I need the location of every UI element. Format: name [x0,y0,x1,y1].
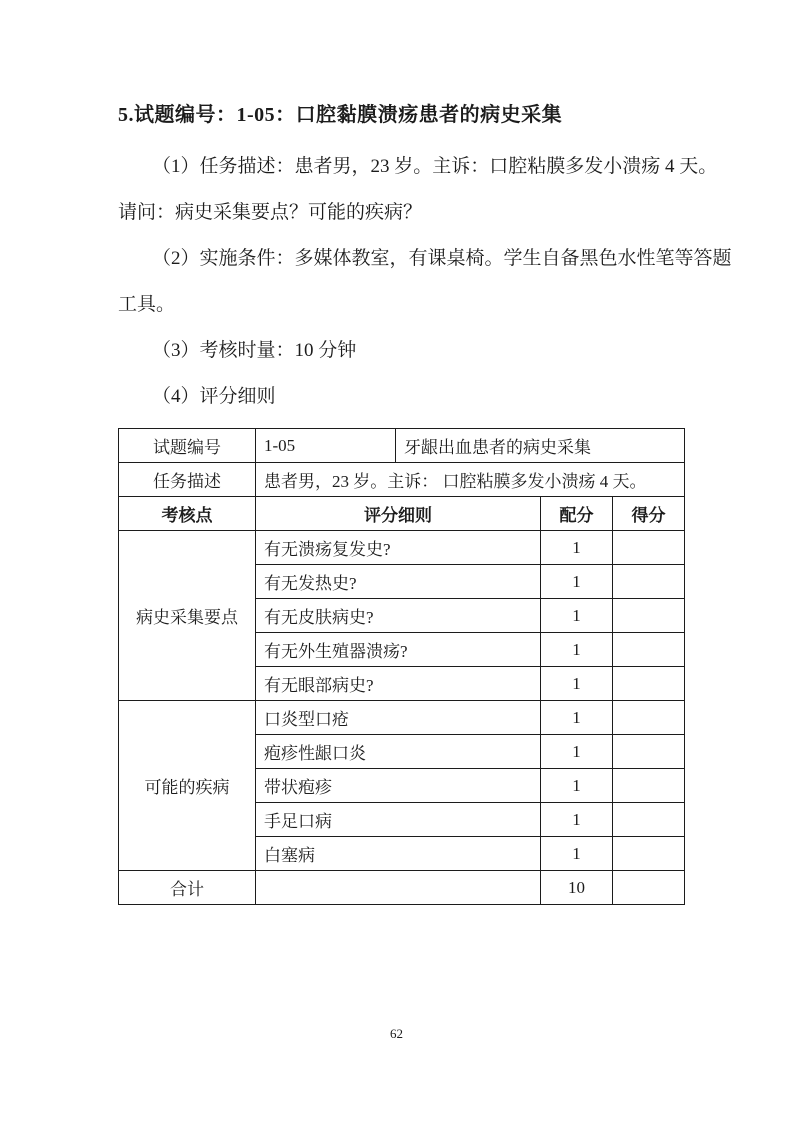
page-number: 62 [390,1026,403,1041]
table-row-task-desc [119,463,685,497]
criterion-obtained [613,735,685,769]
criterion-points: 1 [541,735,613,769]
criterion-points: 1 [541,599,613,633]
paragraph-duration: （3）考核时量：10 分钟 [152,340,357,361]
total-label: 合计 [119,871,256,905]
total-points: 10 [541,871,613,905]
criterion-text: 手足口病 [256,803,541,837]
header-score: 得分 [613,497,685,531]
criterion-text: 有无眼部病史? [256,667,541,701]
criterion-points: 1 [541,837,613,871]
paragraph-conditions-line2: 工具。 [118,294,176,315]
table-header-row [119,497,685,531]
paragraph-rubric-label: （4）评分细则 [152,386,276,407]
criterion-text: 有无皮肤病史? [256,599,541,633]
criterion-text: 有无溃疡复发史? [256,531,541,565]
criterion-text: 口炎型口疮 [256,701,541,735]
criterion-obtained [613,667,685,701]
criterion-obtained [613,837,685,871]
criterion-points: 1 [541,531,613,565]
paragraph-task-line2: 请问：病史采集要点？可能的疾病？ [118,202,423,223]
scoring-table [118,428,685,905]
body-text [118,144,732,420]
criterion-points: 1 [541,803,613,837]
category-history-taking: 病史采集要点 [119,531,256,701]
task-desc-label: 任务描述 [119,463,256,497]
total-empty-cell [256,871,541,905]
criterion-text: 疱疹性龈口炎 [256,735,541,769]
document-content [118,100,732,905]
criterion-obtained [613,633,685,667]
criterion-text: 有无外生殖器溃疡? [256,633,541,667]
task-desc-value: 患者男，23 岁。主诉： 口腔粘膜多发小溃疡 4 天。 [256,463,685,497]
header-checkpoint: 考核点 [119,497,256,531]
header-points: 配分 [541,497,613,531]
exam-id-label: 试题编号 [119,429,256,463]
exam-id-value: 1-05 [256,429,396,463]
criterion-points: 1 [541,565,613,599]
section-heading: 5.试题编号：1-05：口腔黏膜溃疡患者的病史采集 [118,104,563,126]
total-row [119,871,685,905]
paragraph-task-line1: （1）任务描述：患者男，23 岁。主诉：口腔粘膜多发小溃疡 4 天。 [152,156,718,177]
criterion-points: 1 [541,667,613,701]
criterion-text: 有无发热史? [256,565,541,599]
total-obtained [613,871,685,905]
criterion-points: 1 [541,769,613,803]
criterion-obtained [613,769,685,803]
criterion-obtained [613,701,685,735]
criterion-obtained [613,531,685,565]
paragraph-conditions-line1: （2）实施条件：多媒体教室，有课桌椅。学生自备黑色水性笔等答题 [152,248,732,269]
criterion-points: 1 [541,701,613,735]
criterion-obtained [613,599,685,633]
criterion-text: 白塞病 [256,837,541,871]
exam-title: 牙龈出血患者的病史采集 [396,429,685,463]
header-criteria: 评分细则 [256,497,541,531]
criterion-text: 带状疱疹 [256,769,541,803]
category-possible-diseases: 可能的疾病 [119,701,256,871]
criteria-row [119,701,685,735]
table-row-exam-id [119,429,685,463]
criterion-obtained [613,803,685,837]
criteria-row [119,531,685,565]
criterion-obtained [613,565,685,599]
criterion-points: 1 [541,633,613,667]
